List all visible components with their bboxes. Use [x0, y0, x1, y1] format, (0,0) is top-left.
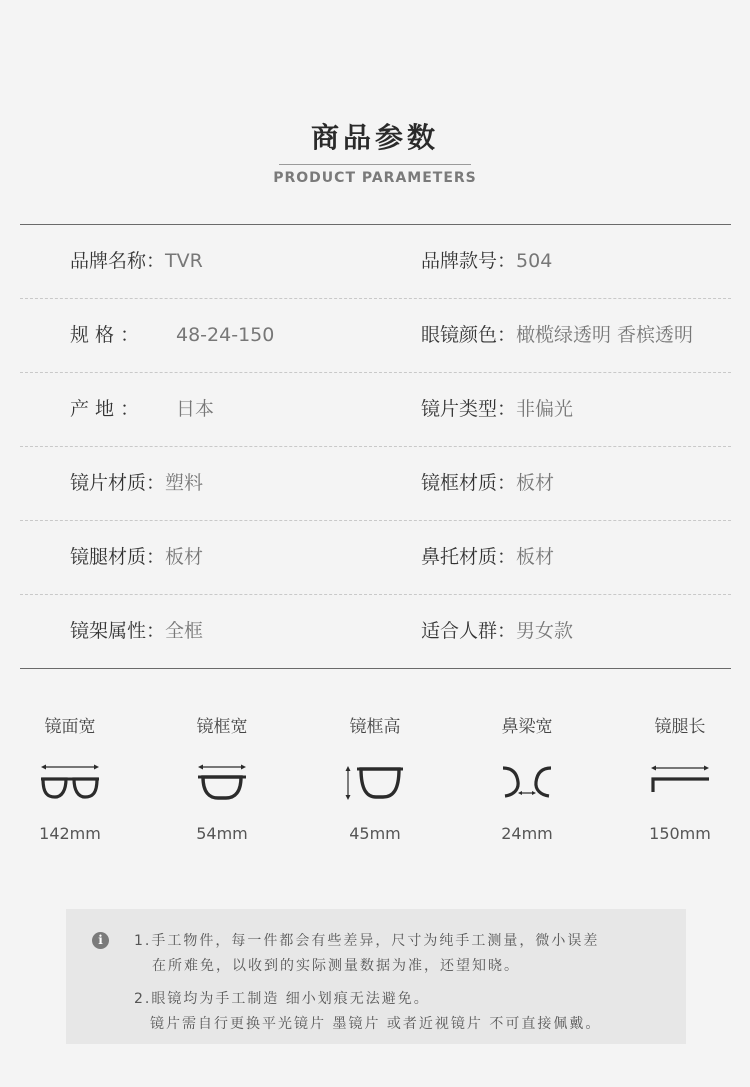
dimension-value: 24mm	[501, 824, 553, 843]
param-size	[70, 299, 274, 372]
temple-length-icon	[615, 752, 745, 812]
dimension-frame-width	[157, 712, 287, 848]
param-row	[20, 447, 731, 521]
notice-line: 2.眼镜均为手工制造 细小划痕无法避免。	[134, 991, 430, 1007]
notice-line: 在所难免，以收到的实际测量数据为准，还望知晓。	[152, 958, 520, 974]
notice-box	[66, 909, 686, 1044]
section-header	[0, 118, 750, 186]
param-row	[20, 225, 731, 299]
param-value: 板材	[516, 472, 555, 494]
dimension-label: 镜框高	[349, 717, 401, 737]
lens-width-icon	[5, 752, 135, 812]
param-row	[20, 595, 731, 668]
param-label: 规 格 ：	[70, 324, 140, 346]
param-frame-type	[70, 595, 203, 668]
param-label: 产 地 ：	[70, 398, 140, 420]
param-label: 镜框材质：	[421, 472, 517, 494]
section-subtitle: PRODUCT PARAMETERS	[273, 170, 477, 186]
param-label: 镜片类型：	[421, 398, 517, 420]
param-row	[20, 521, 731, 595]
param-frame-material	[421, 447, 554, 520]
param-temple-material	[70, 521, 203, 594]
param-brand-name	[70, 225, 203, 298]
param-label: 镜片材质：	[70, 472, 166, 494]
dimension-value: 150mm	[649, 824, 711, 843]
param-label: 品牌名称：	[70, 250, 166, 272]
parameters-table	[20, 224, 731, 669]
param-value: 塑料	[165, 472, 204, 494]
dimension-label: 镜腿长	[654, 717, 706, 737]
dimension-temple-length	[615, 712, 745, 848]
param-value: 日本	[176, 398, 215, 420]
title-divider	[279, 164, 471, 165]
param-value: 橄榄绿透明 香槟透明	[516, 324, 694, 346]
param-row	[20, 373, 731, 447]
param-label: 镜架属性：	[70, 620, 166, 642]
param-value: 板材	[165, 546, 204, 568]
param-label: 鼻托材质：	[421, 546, 517, 568]
dimension-frame-height	[310, 712, 440, 848]
param-value: 504	[516, 250, 553, 272]
param-value: TVR	[165, 250, 203, 272]
dimension-label: 镜框宽	[196, 717, 248, 737]
param-value: 板材	[516, 546, 555, 568]
param-row	[20, 299, 731, 373]
param-model-number	[421, 225, 552, 298]
param-label: 镜腿材质：	[70, 546, 166, 568]
dimension-value: 45mm	[349, 824, 401, 843]
notice-line: 1.手工物件，每一件都会有些差异，尺寸为纯手工测量，微小误差	[134, 933, 600, 949]
dimension-value: 142mm	[39, 824, 101, 843]
param-origin	[70, 373, 214, 446]
dimension-bridge-width	[462, 712, 592, 848]
dimension-label: 镜面宽	[44, 717, 96, 737]
param-value: 非偏光	[516, 398, 574, 420]
dimension-value: 54mm	[196, 824, 248, 843]
dimension-label: 鼻梁宽	[501, 717, 553, 737]
param-nosepad-material	[421, 521, 554, 594]
dimension-lens-width	[5, 712, 135, 848]
param-value: 男女款	[516, 620, 574, 642]
param-lens-material	[70, 447, 203, 520]
frame-width-icon	[157, 752, 287, 812]
param-label: 眼镜颜色：	[421, 324, 517, 346]
info-icon: i	[92, 932, 109, 949]
param-value: 全框	[165, 620, 204, 642]
bridge-width-icon	[462, 752, 592, 812]
param-suitable-for	[421, 595, 573, 668]
section-title: 商品参数	[310, 121, 439, 154]
param-value: 48-24-150	[176, 324, 275, 346]
param-color	[421, 299, 693, 372]
param-lens-type	[421, 373, 573, 446]
param-label: 品牌款号：	[421, 250, 517, 272]
param-label: 适合人群：	[421, 620, 517, 642]
dimension-list	[0, 712, 750, 862]
frame-height-icon	[310, 752, 440, 812]
notice-line: 镜片需自行更换平光镜片 墨镜片 或者近视镜片 不可直接佩戴。	[150, 1016, 602, 1032]
